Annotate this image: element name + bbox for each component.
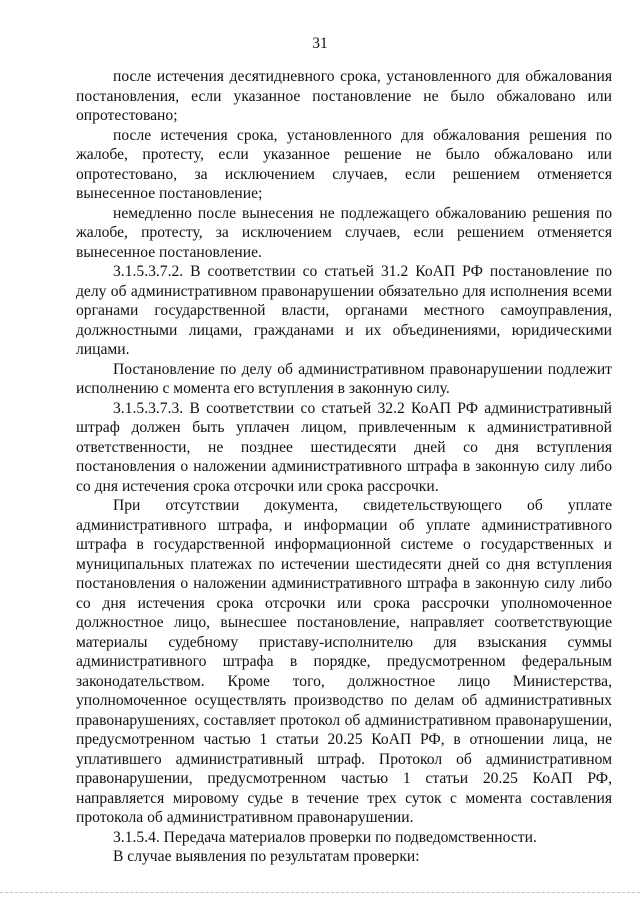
paragraph-unpaid-fine: При отсутствии документа, свидетельствующего об уплате административного штрафа, и информации об уплате административного штрафа в государственной информационной системе о государственных и муниципальных платежах по истечении шестидесяти дней со дня вступления постановления о наложении административного штрафа в законную силу либо со дня истечения срока отсрочки или срока рассрочки уполномоченное должностное лицо, вынесшее постановление, направляет соответствующие материалы судебному приставу-исполнителю для взыскания суммы административного штрафа в порядке, предусмотренном федеральным законодательством. Кроме того, должностное лицо Министерства, уполномоченное осуществлять производство по делам об административных правонарушениях, составляет протокол об административном правонарушении, предусмотренном частью 1 статьи 20.25 КоАП РФ, в отношении лица, не уплатившего административный штраф. Протокол об административном правонарушении, предусмотренном частью 1 статьи 20.25 КоАП РФ, направляется мировому судье в течение трех суток с момента составления протокола об административном правонарушении. [76, 497, 612, 826]
paragraph-complaint-deadline: после истечения срока, установленного для обжалования решения по жалобе, протесту, если указанное решение не было обжаловано или опротестовано, за исключением случаев, если решением отменяется вынесенное постановление; [76, 126, 612, 202]
document-body [76, 67, 612, 867]
paragraph-immediate-effect: немедленно после вынесения не подлежащего обжалованию решения по жалобе, протесту, за исключением случаев, если решением отменяется вынесенное постановление. [76, 204, 612, 261]
paragraph-section-3-1-5-4: 3.1.5.4. Передача материалов проверки по подведомственности. [113, 828, 537, 846]
page-bottom-edge [0, 892, 640, 893]
paragraph-section-3-1-5-3-7-3: 3.1.5.3.7.3. В соответствии со статьей 32.2 КоАП РФ административный штраф должен быть уплачен лицом, привлеченным к административной ответственности, не позднее шестидесяти дней со дня вступления постановления о наложении административного штрафа в законную силу либо со дня истечения срока отсрочки или срока рассрочки. [76, 399, 612, 495]
paragraph-appeal-deadline: после истечения десятидневного срока, установленного для обжалования постановления, если указанное постановление не было обжаловано или опротестовано; [76, 68, 612, 124]
paragraph-section-3-1-5-3-7-2: 3.1.5.3.7.2. В соответствии со статьей 31.2 КоАП РФ постановление по делу об административном правонарушении обязательно для исполнения всеми органами государственной власти, органами местного самоуправления, должностными лицами, гражданами и их объединениями, юридическими лицами. [76, 263, 612, 358]
page-number: 31 [312, 35, 328, 52]
paragraph-inspection-results: В случае выявления по результатам проверки: [113, 848, 420, 865]
paragraph-enforcement: Постановление по делу об административном правонарушении подлежит исполнению с момента его вступления в законную силу. [76, 360, 612, 397]
